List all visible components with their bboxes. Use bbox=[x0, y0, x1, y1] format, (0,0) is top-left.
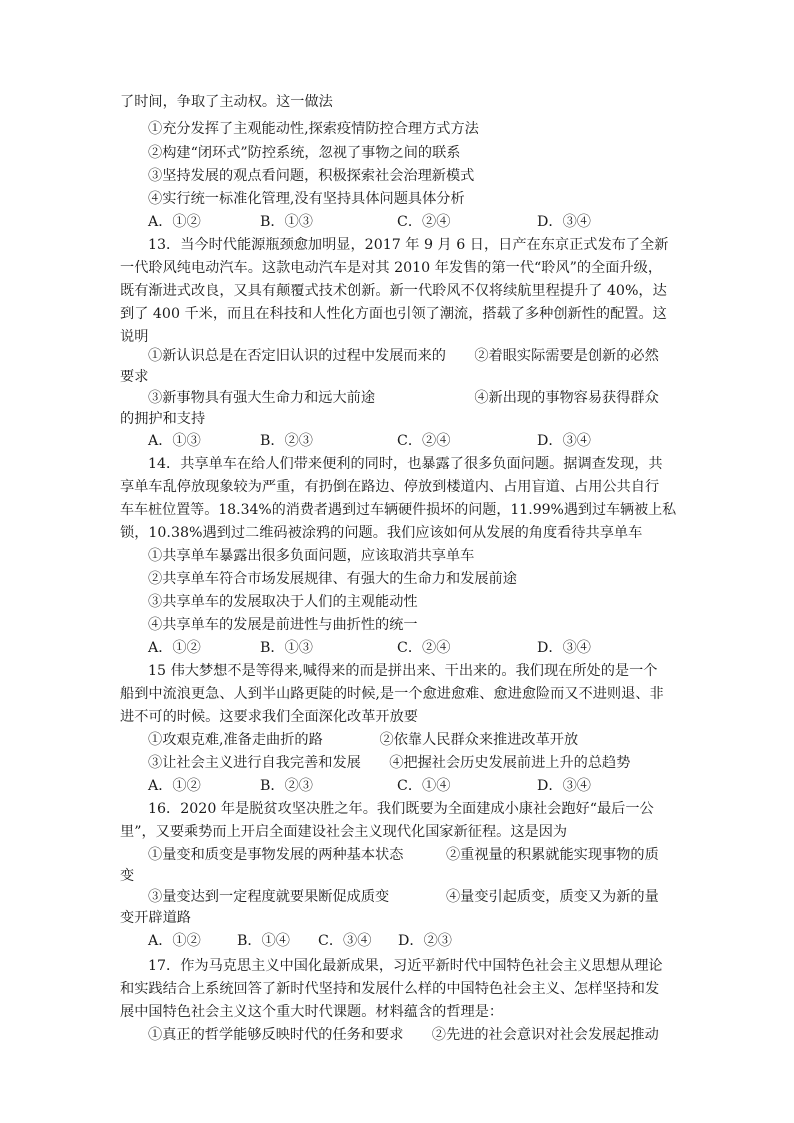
option-line: ④共享单车的发展是前进性与曲折性的统一 bbox=[148, 617, 418, 633]
answer-choice-d: D．③④ bbox=[537, 778, 591, 794]
text-line: 了时间，争取了主动权。这一做法 bbox=[120, 94, 333, 110]
text-line: 的拥护和支持 bbox=[120, 411, 206, 427]
question-17: 17．作为马克思主义中国化最新成果，习近平新时代中国特色社会主义思想从理论 bbox=[148, 958, 663, 974]
answer-choice-b: B．②③ bbox=[260, 778, 313, 794]
option-line: ③坚持发展的观点看问题，积极探索社会治理新模式 bbox=[148, 168, 475, 184]
text-line: 变 bbox=[120, 868, 135, 884]
answer-choice-b: B．①③ bbox=[260, 640, 313, 656]
option-line: ④实行统一标准化管理,没有坚持具体问题具体分析 bbox=[148, 191, 465, 207]
option-line: ③共享单车的发展取决于人们的主观能动性 bbox=[148, 594, 418, 610]
text-line: 里”，又要乘势而上开启全面建设社会主义现代化国家新征程。这是因为 bbox=[120, 824, 568, 840]
answer-choice-c: C．②④ bbox=[397, 433, 451, 449]
text-line: 进不可的时候。这要求我们全面深化改革开放要 bbox=[120, 709, 418, 725]
answer-choice-b: B．①③ bbox=[260, 214, 313, 230]
text-line: 和实践结合上系统回答了新时代坚持和发展什么样的中国特色社会主义、怎样坚持和发 bbox=[120, 981, 660, 997]
text-line: 展中国特色社会主义这个重大时代课题。材料蕴含的哲理是： bbox=[120, 1004, 504, 1020]
text-line: 变开辟道路 bbox=[120, 910, 191, 926]
answer-choice-c: C．②④ bbox=[397, 214, 451, 230]
answer-choice-a: A．①② bbox=[148, 214, 201, 230]
answer-choice-c: C．③④ bbox=[318, 933, 372, 949]
answer-choice-d: D．③④ bbox=[537, 433, 591, 449]
text-line: 船到中流浪更急、人到半山路更陡的时候,是一个愈进愈难、愈进愈险而又不进则退、非 bbox=[120, 686, 664, 702]
option-line: ①攻艰克难,准备走曲折的路 ②依靠人民群众来推进改革开放 bbox=[148, 732, 579, 748]
text-line: 锁，10.38%遇到过二维码被涂鸦的问题。我们应该如何从发展的角度看待共享单车 bbox=[120, 525, 643, 541]
answer-choice-a: A．①③ bbox=[148, 433, 201, 449]
option-line: ①新认识总是在否定旧认识的过程中发展而来的 ②着眼实际需要是创新的必然 bbox=[148, 348, 659, 364]
answer-choice-c: C．①④ bbox=[397, 778, 451, 794]
option-line: ①量变和质变是事物发展的两种基本状态 ②重视量的积累就能实现事物的质 bbox=[148, 847, 659, 863]
text-line: 享单车乱停放现象较为严重，有扔倒在路边、停放到楼道内、占用盲道、占用公共自行 bbox=[120, 479, 660, 495]
answer-choice-a: A．①② bbox=[148, 933, 201, 949]
text-line: 到了 400 千米，而且在科技和人性化方面也引领了潮流，搭载了多种创新性的配置。这 bbox=[120, 306, 667, 322]
option-line: ③让社会主义进行自我完善和发展 ④把握社会历史发展前进上升的总趋势 bbox=[148, 755, 631, 771]
answer-choice-b: B．①④ bbox=[237, 933, 290, 949]
answer-choice-d: D．③④ bbox=[537, 214, 591, 230]
answer-choice-c: C．②④ bbox=[397, 640, 451, 656]
text-line: 一代聆风纯电动汽车。这款电动汽车是对其 2010 年发售的第一代“聆风”的全面升级， bbox=[120, 260, 663, 276]
option-line: ①充分发挥了主观能动性,探索疫情防控合理方式方法 bbox=[148, 121, 479, 137]
answer-choice-a: A．①② bbox=[148, 640, 201, 656]
answer-choice-a: A．①② bbox=[148, 778, 201, 794]
option-line: ①共享单车暴露出很多负面问题，应该取消共享单车 bbox=[148, 548, 475, 564]
option-line: ②共享单车符合市场发展规律、有强大的生命力和发展前途 bbox=[148, 571, 517, 587]
question-14: 14．共享单车在给人们带来便利的同时，也暴露了很多负面问题。据调查发现，共 bbox=[148, 456, 663, 472]
question-16: 16．2020 年是脱贫攻坚决胜之年。我们既要为全面建成小康社会跑好“最后一公 bbox=[148, 801, 654, 817]
answer-choice-d: D．③④ bbox=[537, 640, 591, 656]
text-line: 要求 bbox=[120, 369, 149, 385]
option-line: ①真正的哲学能够反映时代的任务和要求 ②先进的社会意识对社会发展起推动 bbox=[148, 1027, 659, 1043]
answer-choice-d: D．②③ bbox=[398, 933, 452, 949]
option-line: ②构建“闭环式”防控系统，忽视了事物之间的联系 bbox=[148, 145, 461, 161]
option-line: ③新事物具有强大生命力和远大前途 ④新出现的事物容易获得群众 bbox=[148, 390, 659, 406]
question-13: 13．当今时代能源瓶颈愈加明显，2017 年 9 月 6 日，日产在东京正式发布了全新 bbox=[148, 237, 669, 253]
text-line: 说明 bbox=[120, 329, 149, 345]
text-line: 车车桩位置等。18.34%的消费者遇到过车辆硬件损坏的问题，11.99%遇到过车辆被上私 bbox=[120, 502, 677, 518]
option-line: ③量变达到一定程度就要果断促成质变 ④量变引起质变，质变又为新的量 bbox=[148, 889, 659, 905]
question-15: 15 伟大梦想不是等得来,喊得来的而是拼出来、干出来的。我们现在所处的是一个 bbox=[148, 663, 658, 679]
text-line: 既有渐进式改良，又具有颠覆式技术创新。新一代聆风不仅将续航里程提升了 40%，达 bbox=[120, 283, 667, 299]
answer-choice-b: B．②③ bbox=[260, 433, 313, 449]
